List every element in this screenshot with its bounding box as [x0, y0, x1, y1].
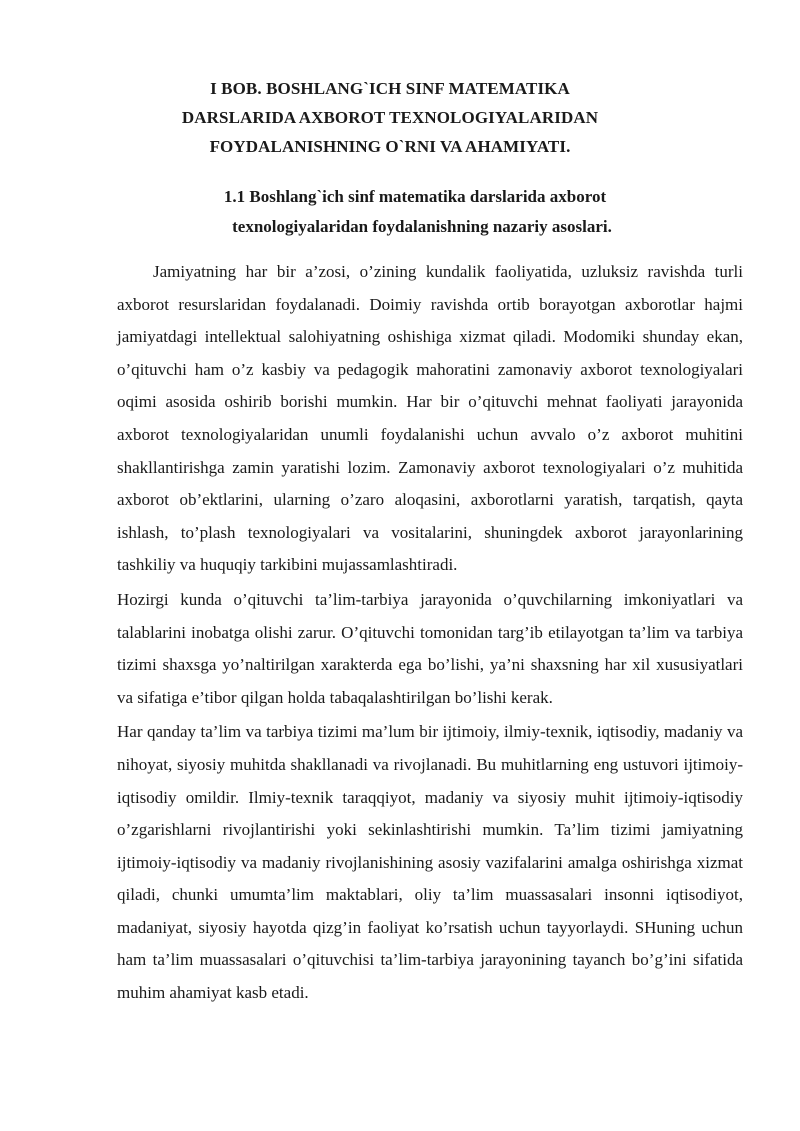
chapter-title — [100, 74, 680, 161]
section-title-line-1: 1.1 Boshlang`ich sinf matematika darslarida axborot — [223, 187, 607, 206]
body-text — [117, 256, 743, 1010]
paragraph: Jamiyatning har bir a’zosi, o’zining kundalik faoliyatida, uzluksiz ravishda turli axborot resurslaridan foydalanadi. Doimiy ravishda ortib borayotgan axborotlar hajmi jamiyatdagi intellektual salohiyatning oshishiga xizmat qiladi. Modomiki shunday ekan, o’qituvchi ham o’z kasbiy va pedagogik mahoratini zamonaviy axborot texnologiyalari oqimi asosida oshirib borishi mumkin. Har bir o’qituvchi mehnat faoliyati jarayonida axborot texnologiyalaridan unumli foydalanishi uchun avvalo o’z axborot muhitini shakllantirishga zamin yaratishi lozim. Zamonaviy axborot texnologiyalari o’z muhitida axborot ob’ektlarini, ularning o’zaro aloqasini, axborotlarni yaratish, tarqatish, qayta ishlash, to’plash texnologiyalari va vositalarini, shuningdek axborot jarayonlarining tashkiliy va huquqiy tarkibini mujassamlashtiradi. — [117, 262, 743, 575]
chapter-title-line-3: FOYDALANISHNING O`RNI VA AHAMIYATI. — [209, 137, 571, 156]
chapter-title-line-1: I BOB. BOSHLANG`ICH SINF MATEMATIKA — [210, 79, 570, 98]
section-title — [120, 182, 710, 242]
paragraph: Hozirgi kunda o’qituvchi ta’lim-tarbiya jarayonida o’quvchilarning imkoniyatlari va talablarini inobatga olishi zarur. O’qituvchi tomonidan targ’ib etilayotgan ta’lim va tarbiya tizimi shaxsga yo’naltirilgan xarakterda ega bo’lishi, ya’ni shaxsning har xil xususiyatlari va sifatiga e’tibor qilgan holda tabaqalashtirilgan bo’lishi kerak. — [117, 589, 743, 707]
section-title-line-2: texnologiyalaridan foydalanishning nazariy asoslari. — [232, 217, 612, 236]
paragraph: Har qanday ta’lim va tarbiya tizimi ma’lum bir ijtimoiy, ilmiy-texnik, iqtisodiy, madaniy va nihoyat, siyosiy muhitda shakllanadi va rivojlanadi. Bu muhitlarning eng ustuvori ijtimoiy-iqtisodiy omildir. Ilmiy-texnik taraqqiyot, madaniy va siyosiy muhit ijtimoiy-iqtisodiy o’zgarishlarni rivojlantirishi yoki sekinlashtirishi mumkin. Ta’lim tizimi jamiyatning ijtimoiy-iqtisodiy va madaniy rivojlanishining asosiy vazifalarini amalga oshirishga xizmat qiladi, chunki umumta’lim maktablari, oliy ta’lim muassasalari insonni iqtisodiyot, madaniyat, siyosiy hayotda qizg’in faoliyat ko’rsatish uchun tayyorlaydi. SHuning uchun ham ta’lim muassasalari o’qituvchisi ta’lim-tarbiya jarayonining tayanch bo’g’ini sifatida muhim ahamiyat kasb etadi. — [117, 722, 743, 1003]
chapter-title-line-2: DARSLARIDA AXBOROT TEXNOLOGIYALARIDAN — [181, 108, 599, 127]
